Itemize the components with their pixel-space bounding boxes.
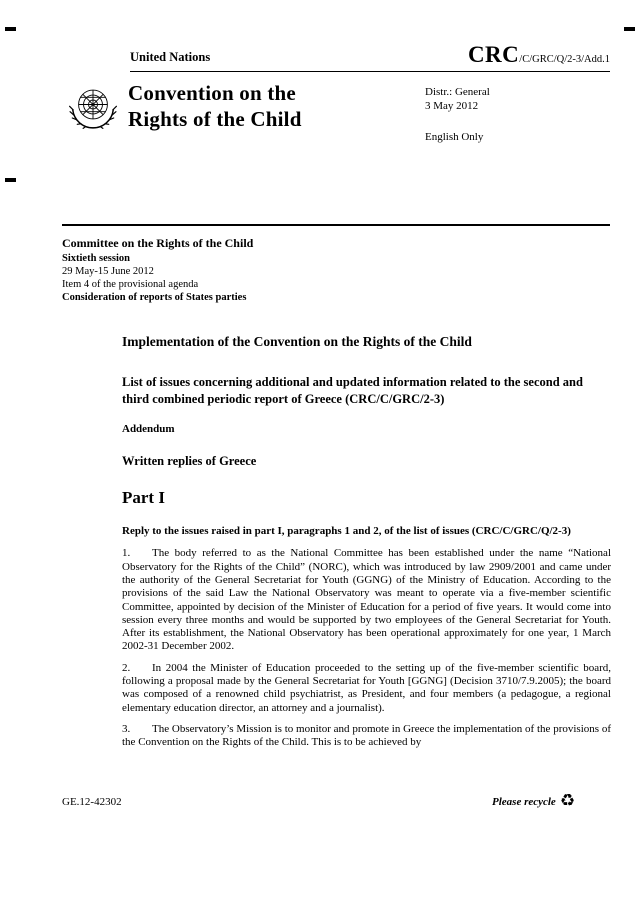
- header-row: [130, 42, 610, 72]
- distr-line: Distr.: General: [425, 86, 490, 98]
- document-symbol-prefix: CRC: [467, 42, 520, 67]
- paragraph-2-number: 2.: [122, 661, 131, 674]
- paragraph-3: [122, 723, 611, 750]
- footer-document-number: GE.12-42302: [62, 796, 122, 808]
- date-line: 3 May 2012: [425, 100, 479, 112]
- paragraph-1-number: 1.: [122, 547, 131, 560]
- masthead-title-line1: Convention on the: [128, 81, 296, 105]
- distribution-info: [425, 85, 490, 144]
- paragraph-2: [122, 662, 611, 715]
- masthead-title-line2: Rights of the Child: [128, 107, 302, 131]
- paragraph-3-number: 3.: [122, 722, 131, 735]
- recycle-label: Please recycle: [492, 795, 556, 808]
- addendum-label: Addendum: [122, 423, 175, 435]
- masthead-rule: [62, 224, 610, 226]
- un-emblem-icon: [66, 82, 120, 136]
- committee-name: Committee on the Rights of the Child: [62, 236, 254, 250]
- document-symbol: [468, 42, 610, 68]
- registration-mark-top-left: [5, 27, 16, 31]
- session-block: [62, 237, 462, 304]
- replies-title: Written replies of Greece: [122, 454, 257, 468]
- main-content: [122, 334, 611, 758]
- recycle-notice: [492, 793, 575, 810]
- document-title: Implementation of the Convention on the Rights of the Child: [122, 334, 472, 349]
- document-subtitle: List of issues concerning additional and updated information related to the second and third combined periodic report of Greece (CRC/C/GRC/2-3): [122, 375, 583, 406]
- agenda-item: Item 4 of the provisional agenda: [62, 279, 199, 290]
- paragraph-3-text: The Observatory’s Mission is to monitor and promote in Greece the implementation of the provisions of the Convention on the Rights of the Child. This is to be achieved by: [122, 722, 611, 749]
- agenda-title: Consideration of reports of States parties: [62, 292, 247, 303]
- session-dates: 29 May-15 June 2012: [62, 266, 154, 277]
- paragraph-1-text: The body referred to as the National Committee has been established under the name “National Observatory for the Rights of the Child” (NORC), which was introduced by law 2909/2001 and came under the authority of the General Secretariat for Youth (GGNG) of the Ministry of Education. According to the provisions of the said Law the National Observatory was meant to operate via a five-member scientific Committee, appointed by decision of the Minister of Education for a period of five years. It would come into session every three months and would be supported by two employees of the General Secretariat for Youth. After its establishment, the National Observatory has been operational approximately for one year, 1 March 2002-31 December 2002.: [122, 547, 611, 653]
- part-title: Part I: [122, 488, 165, 507]
- reply-heading: Reply to the issues raised in part I, paragraphs 1 and 2, of the list of issues (CRC/C/GRC/Q/2-3): [122, 525, 571, 537]
- document-symbol-suffix: /C/GRC/Q/2-3/Add.1: [519, 54, 610, 65]
- paragraph-1: [122, 547, 611, 653]
- language-line: English Only: [425, 131, 484, 143]
- session-name: Sixtieth session: [62, 253, 130, 264]
- registration-mark-top-right: [624, 27, 635, 31]
- paragraph-2-text: In 2004 the Minister of Education proceeded to the setting up of the five-member scientific board, following a proposal made by the General Secretariat for Youth [GGNG] (Decision 3710/7.9.2005); the board was composed of a renowned child psychiatrist, as President, and four members (a pedagogue, a regional elementary education director, an attorney and a journalist).: [122, 661, 611, 714]
- org-name: United Nations: [130, 50, 211, 64]
- masthead-title: [128, 80, 302, 132]
- recycle-icon: ♻: [559, 791, 576, 811]
- registration-mark-left: [5, 178, 16, 182]
